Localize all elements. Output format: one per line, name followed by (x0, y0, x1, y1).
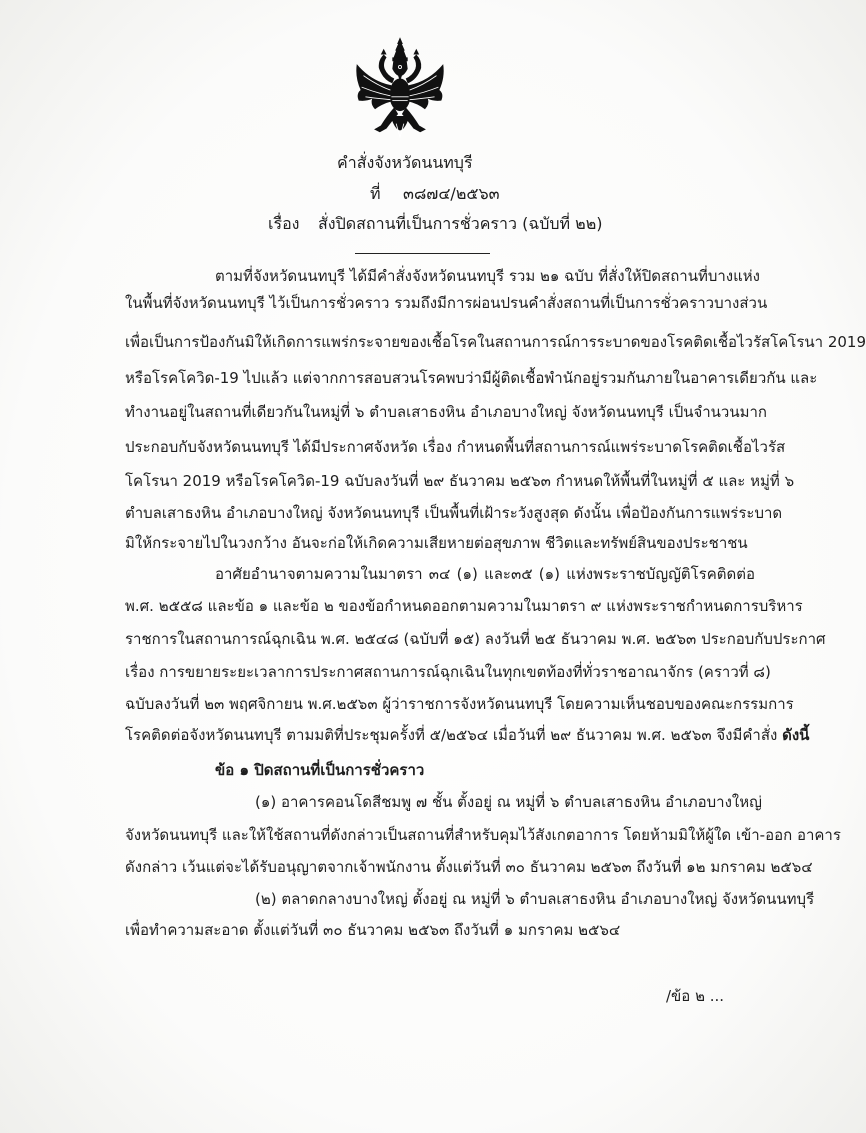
clause-1-heading: ข้อ ๑ ปิดสถานที่เป็นการชั่วคราว (215, 761, 425, 779)
paragraph-1-line: ตำบลเสาธงหิน อำเภอบางใหญ่ จังหวัดนนทบุรี เป็นพื้นที่เฝ้าระวังสูงสุด ดังนั้น เพื่อป้องกันการแพร่ระบาด (125, 504, 783, 522)
paragraph-1-line: หรือโรคโควิด-19 ไปแล้ว แต่จากการสอบสวนโรคพบว่ามีผู้ติดเชื้อพำนักอยู่รวมกันภายในอาคารเดียวกัน และ (125, 369, 818, 387)
clause-1-item-1-line: จังหวัดนนทบุรี และให้ใช้สถานที่ดังกล่าวเป็นสถานที่สำหรับคุมไว้สังเกตอาการ โดยห้ามมิให้ผู้ใด เข้า-ออก อาคาร (125, 826, 841, 844)
paragraph-2-line: ฉบับลงวันที่ ๒๓ พฤศจิกายน พ.ศ.๒๕๖๓ ผู้ว่าราชการจังหวัดนนทบุรี โดยความเห็นชอบของคณะกรรมการ (125, 695, 794, 713)
header-divider (355, 253, 490, 254)
paragraph-2-last-line (125, 723, 810, 747)
clause-1-item-1-line: ดังกล่าว เว้นแต่จะได้รับอนุญาตจากเจ้าพนักงาน ตั้งแต่วันที่ ๓๐ ธันวาคม ๒๕๖๓ ถึงวันที่ ๑๒ มกราคม ๒๕๖๔ (125, 858, 813, 876)
page-continuation: /ข้อ ๒ ... (666, 987, 725, 1005)
order-title: คำสั่งจังหวัดนนทบุรี (337, 153, 473, 172)
paragraph-2-line: เรื่อง การขยายระยะเวลาการประกาศสถานการณ์ฉุกเฉินในทุกเขตท้องที่ทั่วราชอาณาจักร (คราวที่ ๘) (125, 663, 771, 681)
paragraph-2-line: พ.ศ. ๒๕๕๘ และข้อ ๑ และข้อ ๒ ของข้อกำหนดออกตามความในมาตรา ๙ แห่งพระราชกำหนดการบริหาร (125, 597, 803, 615)
paragraph-1-line: โคโรนา 2019 หรือโรคโควิด-19 ฉบับลงวันที่ ๒๙ ธันวาคม ๒๕๖๓ กำหนดให้พื้นที่ในหมู่ที่ ๕ และ หมู่ที่ ๖ (125, 472, 795, 490)
order-number-label: ที่ (370, 184, 381, 203)
subject-text: สั่งปิดสถานที่เป็นการชั่วคราว (ฉบับที่ ๒๒) (318, 214, 603, 233)
paragraph-1-line: ตามที่จังหวัดนนทบุรี ได้มีคำสั่งจังหวัดนนทบุรี รวม ๒๑ ฉบับ ที่สั่งให้ปิดสถานที่บางแห่ง (215, 267, 760, 285)
paragraph-1-line: ประกอบกับจังหวัดนนทบุรี ได้มีประกาศจังหวัด เรื่อง กำหนดพื้นที่สถานการณ์แพร่ระบาดโรคติดเชื้อไวรัส (125, 438, 786, 456)
clause-1-item-1-line: (๑) อาคารคอนโดสีชมพู ๗ ชั้น ตั้งอยู่ ณ หมู่ที่ ๖ ตำบลเสาธงหิน อำเภอบางใหญ่ (255, 793, 762, 811)
subject-label: เรื่อง (268, 214, 300, 233)
order-number: ๓๘๗๔/๒๕๖๓ (403, 184, 500, 203)
clause-1-item-2-line: (๒) ตลาดกลางบางใหญ่ ตั้งอยู่ ณ หมู่ที่ ๖ ตำบลเสาธงหิน อำเภอบางใหญ่ จังหวัดนนทบุรี (255, 890, 815, 908)
paragraph-1-line: ทำงานอยู่ในสถานที่เดียวกันในหมู่ที่ ๖ ตำบลเสาธงหิน อำเภอบางใหญ่ จังหวัดนนทบุรี เป็นจำนวนมาก (125, 403, 768, 421)
paragraph-2-line: ราชการในสถานการณ์ฉุกเฉิน พ.ศ. ๒๕๔๘ (ฉบับที่ ๑๕) ลงวันที่ ๒๕ ธันวาคม พ.ศ. ๒๕๖๓ ประกอบกับประกาศ (125, 630, 826, 648)
paragraph-1-line: เพื่อเป็นการป้องกันมิให้เกิดการแพร่กระจายของเชื้อโรคในสถานการณ์การระบาดของโรคติดเชื้อไวรัสโคโรนา 2019 (125, 333, 866, 351)
paragraph-2-line: โรคติดต่อจังหวัดนนทบุรี ตามมติที่ประชุมครั้งที่ ๕/๒๕๖๔ เมื่อวันที่ ๒๙ ธันวาคม พ.ศ. ๒๕๖๓ จึงมีคำสั่ง (125, 726, 778, 744)
paragraph-1-line: มิให้กระจายไปในวงกว้าง อันจะก่อให้เกิดความเสียหายต่อสุขภาพ ชีวิตและทรัพย์สินของประชาชน (125, 534, 748, 552)
closing-phrase: ดังนี้ (782, 726, 810, 744)
clause-1-item-2-line: เพื่อทำความสะอาด ตั้งแต่วันที่ ๓๐ ธันวาคม ๒๕๖๓ ถึงวันที่ ๑ มกราคม ๒๕๖๔ (125, 921, 621, 939)
paragraph-2-line: อาศัยอำนาจตามความในมาตรา ๓๔ (๑) และ๓๕ (๑) แห่งพระราชบัญญัติโรคติดต่อ (215, 565, 755, 583)
garuda-emblem-icon (352, 36, 448, 146)
paragraph-1-line: ในพื้นที่จังหวัดนนทบุรี ไว้เป็นการชั่วคราว รวมถึงมีการผ่อนปรนคำสั่งสถานที่เป็นการชั่วคราวบางส่วน (125, 294, 768, 312)
